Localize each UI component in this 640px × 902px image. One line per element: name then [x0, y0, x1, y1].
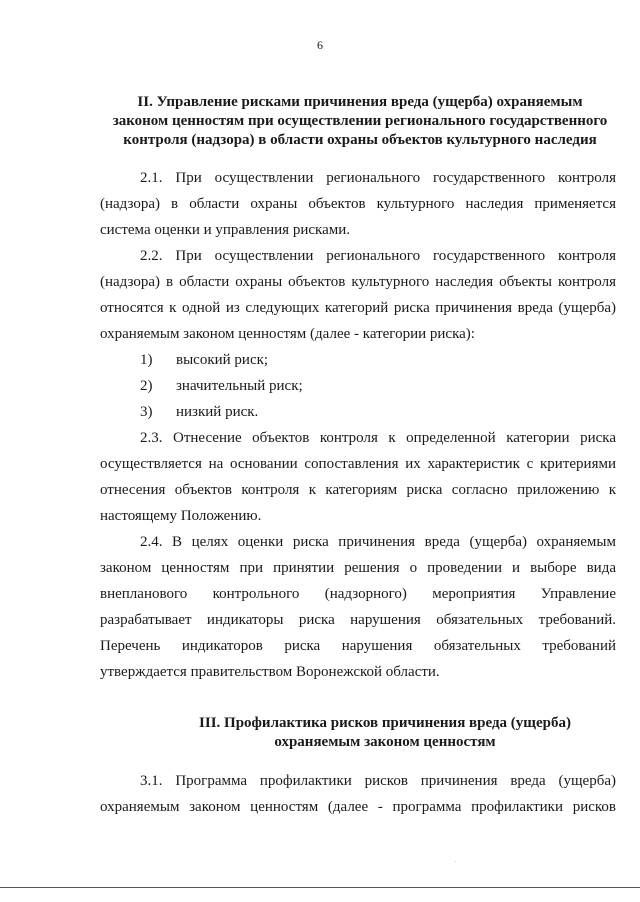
- section-3-heading-line: охраняемым законом ценностям: [274, 734, 496, 750]
- paragraph-line: система оценки и управления рисками.: [100, 222, 350, 238]
- paragraph-line: охраняемым законом ценностям (далее - категории риска):: [100, 326, 475, 342]
- list-marker: 3): [140, 404, 153, 420]
- paragraph-line: законом ценностям при принятии решения о проведении и выборе вида: [100, 560, 616, 576]
- section-2-heading: [100, 93, 620, 150]
- section-2-heading-line: законом ценностям при осуществлении регионального государственного: [112, 113, 608, 129]
- paragraph-2-2: [100, 243, 616, 347]
- paragraph-3-1: [100, 768, 616, 820]
- paragraph-line: осуществляется на основании сопоставления их характеристик с критериями: [100, 456, 616, 472]
- list-marker: 1): [140, 352, 153, 368]
- section-3-heading-line: III. Профилактика рисков причинения вреда (ущерба): [199, 715, 571, 731]
- paragraph-line: относятся к одной из следующих категорий риска причинения вреда (ущерба): [100, 300, 616, 316]
- list-item: [100, 373, 616, 399]
- paragraph-line: 3.1. Программа профилактики рисков причинения вреда (ущерба): [140, 773, 616, 789]
- list-item-text: низкий риск.: [176, 404, 259, 420]
- list-item: [100, 399, 616, 425]
- section-3-body: [100, 768, 616, 820]
- list-item-text: высокий риск;: [176, 352, 269, 368]
- page-bottom-rule: [0, 887, 640, 888]
- page-number: 6: [317, 38, 323, 52]
- paragraph-2-1: [100, 165, 616, 243]
- list-item: [100, 347, 616, 373]
- paragraph-line: 2.2. При осуществлении регионального государственного контроля: [140, 248, 616, 264]
- section-2-heading-line: контроля (надзора) в области охраны объектов культурного наследия: [123, 132, 597, 148]
- paragraph-line: отнесения объектов контроля к категориям риска согласно приложению к: [100, 482, 616, 498]
- paragraph-line: утверждается правительством Воронежской области.: [100, 664, 440, 680]
- paragraph-line: охраняемым законом ценностям (далее - программа профилактики рисков: [100, 799, 616, 815]
- paragraph-line: (надзора) в области охраны объектов культурного наследия применяется: [100, 196, 616, 212]
- section-2-body: [100, 165, 616, 685]
- list-item-text: значительный риск;: [176, 378, 303, 394]
- paragraph-2-4: [100, 529, 616, 685]
- paragraph-line: разрабатывает индикаторы риска нарушения обязательных требований.: [100, 612, 616, 628]
- scan-mark: .: [455, 858, 457, 864]
- paragraph-line: 2.3. Отнесение объектов контроля к определенной категории риска: [140, 430, 616, 446]
- section-3-heading: [150, 714, 620, 752]
- paragraph-line: внепланового контрольного (надзорного) мероприятия Управление: [100, 586, 616, 602]
- paragraph-line: Перечень индикаторов риска нарушения обязательных требований: [100, 638, 616, 654]
- list-marker: 2): [140, 378, 153, 394]
- paragraph-line: 2.4. В целях оценки риска причинения вреда (ущерба) охраняемым: [140, 534, 616, 550]
- section-2-heading-line: II. Управление рисками причинения вреда (ущерба) охраняемым: [137, 94, 583, 110]
- risk-category-list: [100, 347, 616, 425]
- paragraph-line: настоящему Положению.: [100, 508, 262, 524]
- paragraph-2-3: [100, 425, 616, 529]
- paragraph-line: 2.1. При осуществлении регионального государственного контроля: [140, 170, 616, 186]
- paragraph-line: (надзора) в области охраны объектов культурного наследия объекты контроля: [100, 274, 616, 290]
